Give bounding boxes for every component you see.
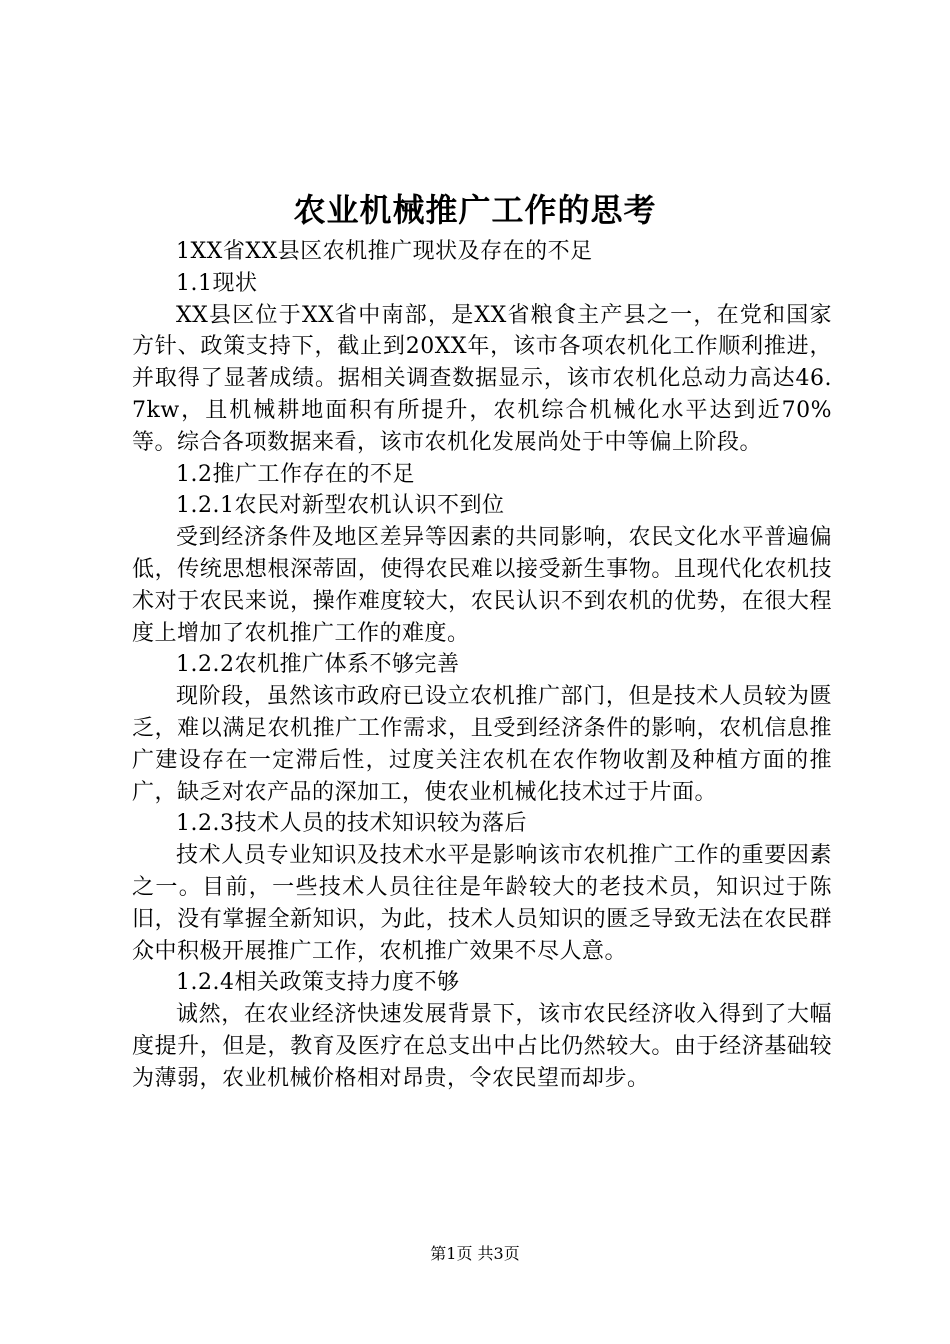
document-title: 农业机械推广工作的思考 — [293, 191, 657, 229]
body-paragraph: 现阶段，虽然该市政府已设立农机推广部门，但是技术人员较为匮乏，难以满足农机推广工作需求，且受到经济条件的影响，农机信息推广建设存在一定滞后性，过度关注农机在农作物收割及种植方面的推广，缺乏对农产品的深加工，使农业机械化技术过于片面。 — [132, 684, 832, 805]
section-heading-1-2-2: 1.2.2农机推广体系不够完善 — [176, 652, 460, 678]
body-paragraph: 技术人员专业知识及技术水平是影响该市农机推广工作的重要因素之一。目前，一些技术人员往往是年龄较大的老技术员，知识过于陈旧，没有掌握全新知识，为此，技术人员知识的匮乏导致无法在农民群众中积极开展推广工作，农机推广效果不尽人意。 — [132, 843, 832, 964]
section-heading-1-2-1: 1.2.1农民对新型农机认识不到位 — [176, 493, 505, 519]
body-paragraph: XX县区位于XX省中南部，是XX省粮食主产县之一，在党和国家方针、政策支持下，截止到20XX年，该市各项农机化工作顺利推进，并取得了显著成绩。据相关调查数据显示，该市农机化总动力高达46.7kw，且机械耕地面积有所提升，农机综合机械化水平达到近70%等。综合各项数据来看，该市农机化发展尚处于中等偏上阶段。 — [132, 302, 832, 455]
body-paragraph: 受到经济条件及地区差异等因素的共同影响，农民文化水平普遍偏低，传统思想根深蒂固，使得农民难以接受新生事物。且现代化农机技术对于农民来说，操作难度较大，农民认识不到农机的优势，在很大程度上增加了农机推广工作的难度。 — [132, 525, 832, 646]
section-heading-1-2: 1.2推广工作存在的不足 — [176, 461, 415, 487]
body-paragraph: 诚然，在农业经济快速发展背景下，该市农民经济收入得到了大幅度提升，但是，教育及医疗在总支出中占比仍然较大。由于经济基础较为薄弱，农业机械价格相对昂贵，令农民望而却步。 — [132, 1002, 832, 1091]
document-body — [132, 236, 832, 1095]
page-number-footer: 第1页 共3页 — [430, 1244, 520, 1263]
section-heading-1: 1XX省XX县区农机推广现状及存在的不足 — [176, 239, 593, 264]
section-heading-1-2-3: 1.2.3技术人员的技术知识较为落后 — [176, 811, 527, 837]
section-heading-1-2-4: 1.2.4相关政策支持力度不够 — [176, 970, 460, 996]
section-heading-1-1: 1.1现状 — [176, 270, 258, 296]
